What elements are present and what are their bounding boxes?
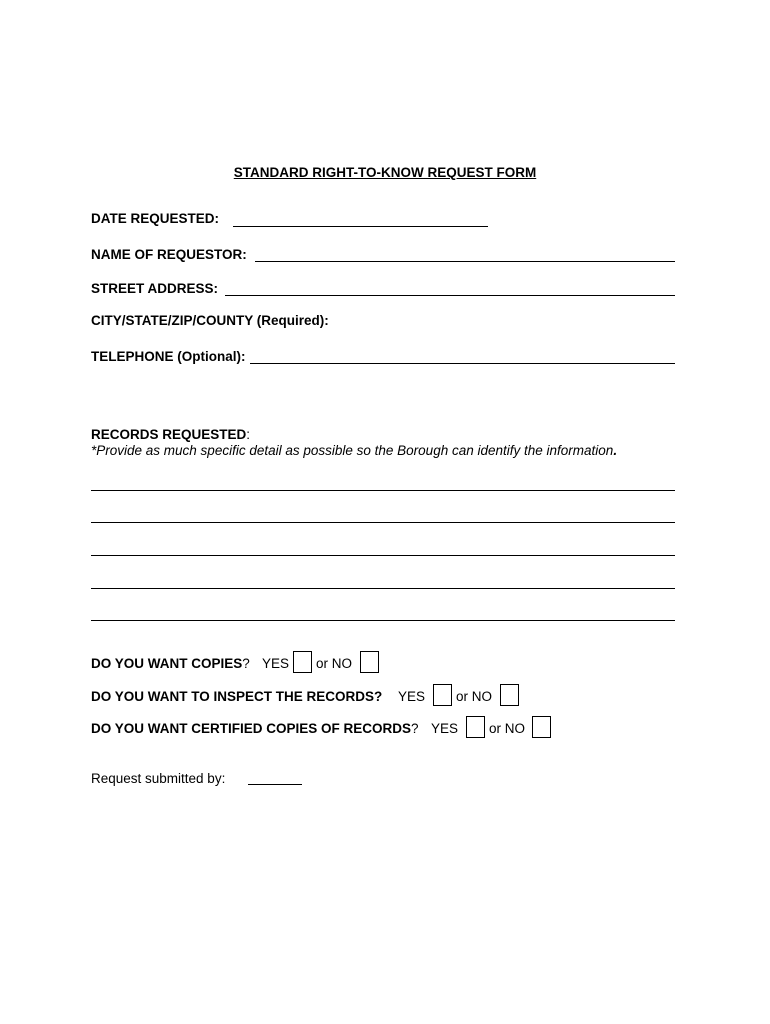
records-requested-heading	[91, 427, 250, 442]
date-requested-label: DATE REQUESTED:	[91, 211, 220, 226]
copies-yes-checkbox[interactable]	[293, 651, 312, 673]
instruction-end: .	[613, 443, 618, 458]
records-requested-colon: :	[246, 427, 251, 442]
copies-no-label: or NO	[316, 656, 353, 671]
certified-yes-label: YES	[431, 721, 459, 736]
inspect-no-label: or NO	[456, 689, 493, 704]
copies-question	[91, 656, 250, 671]
name-of-requestor-label: NAME OF REQUESTOR:	[91, 247, 247, 262]
records-line-2[interactable]	[91, 522, 675, 523]
records-requested-label: RECORDS REQUESTED	[91, 427, 247, 442]
inspect-yes-label: YES	[398, 689, 426, 704]
telephone-line[interactable]	[250, 363, 675, 364]
inspect-yes-checkbox[interactable]	[433, 684, 452, 706]
records-instruction	[91, 443, 617, 458]
certified-yes-checkbox[interactable]	[466, 716, 485, 738]
instruction-star: *	[91, 443, 97, 458]
inspect-no-checkbox[interactable]	[500, 684, 519, 706]
name-of-requestor-line[interactable]	[255, 261, 675, 262]
records-line-4[interactable]	[91, 588, 675, 589]
copies-label: DO YOU WANT COPIES	[91, 656, 243, 671]
certified-no-label: or NO	[489, 721, 526, 736]
copies-suffix: ?	[242, 656, 250, 671]
certified-no-checkbox[interactable]	[532, 716, 551, 738]
form-title: STANDARD RIGHT-TO-KNOW REQUEST FORM	[233, 165, 537, 180]
date-requested-line[interactable]	[233, 226, 488, 227]
records-line-1[interactable]	[91, 490, 675, 491]
city-state-zip-county-label: CITY/STATE/ZIP/COUNTY (Required):	[91, 313, 329, 328]
street-address-label: STREET ADDRESS:	[91, 281, 219, 296]
certified-label: DO YOU WANT CERTIFIED COPIES OF RECORDS	[91, 721, 412, 736]
submitted-by-line[interactable]	[248, 784, 302, 785]
records-line-5[interactable]	[91, 620, 675, 621]
certified-suffix: ?	[411, 721, 419, 736]
submitted-by-label: Request submitted by:	[91, 771, 226, 786]
records-line-3[interactable]	[91, 555, 675, 556]
telephone-label: TELEPHONE (Optional):	[91, 349, 246, 364]
instruction-text: Provide as much specific detail as possible so the Borough can identify the information	[96, 443, 614, 458]
copies-no-checkbox[interactable]	[360, 651, 379, 673]
copies-yes-label: YES	[262, 656, 290, 671]
inspect-label: DO YOU WANT TO INSPECT THE RECORDS?	[91, 689, 383, 704]
street-address-line[interactable]	[225, 295, 675, 296]
certified-question	[91, 721, 419, 736]
